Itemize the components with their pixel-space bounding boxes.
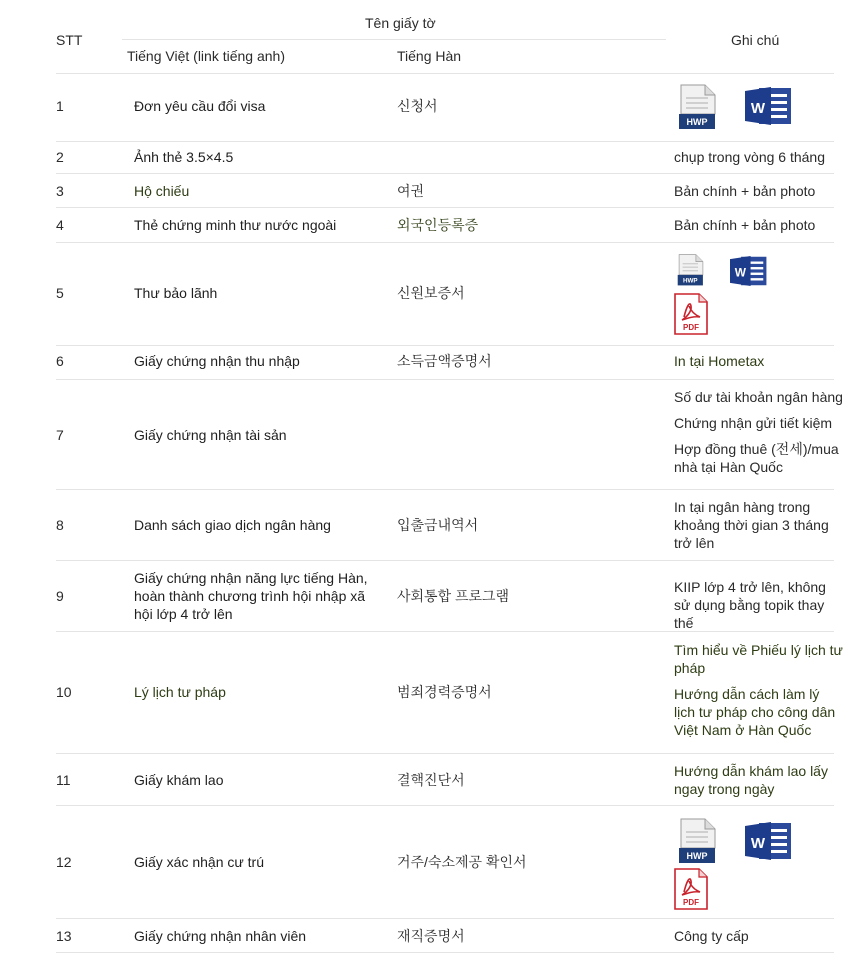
header-ko: Tiếng Hàn (397, 48, 462, 64)
doc-name-vi: Thư bảo lãnh (134, 285, 218, 301)
row-divider (56, 345, 834, 346)
doc-name-ko: 신원보증서 (397, 285, 465, 301)
doc-link-vi[interactable]: Lý lịch tư pháp (134, 684, 226, 700)
row-divider (56, 918, 834, 919)
svg-text:W: W (734, 265, 746, 280)
svg-text:HWP: HWP (682, 277, 698, 285)
row-stt: 12 (56, 854, 72, 870)
doc-name-vi: Giấy khám lao (134, 772, 224, 788)
doc-link-vi[interactable]: Hộ chiếu (134, 183, 190, 199)
doc-name-ko: 사회통합 프로그램 (397, 588, 510, 604)
row-divider (56, 207, 834, 208)
doc-name-vi: Giấy chứng nhận thu nhập (134, 353, 300, 369)
row-stt: 7 (56, 427, 64, 443)
note-text: Hợp đồng thuê (전세)/mua nhà tại Hàn Quốc (674, 441, 839, 475)
hwp-file-icon[interactable] (677, 253, 705, 287)
row-divider (56, 379, 834, 380)
note-text: KIIP lớp 4 trở lên, không sử dụng bằng topik thay thế (674, 579, 826, 631)
doc-name-ko: 신청서 (397, 98, 438, 114)
doc-name-ko: 여권 (397, 183, 425, 199)
row-stt: 3 (56, 183, 64, 199)
row-divider (56, 141, 834, 142)
row-stt: 10 (56, 684, 72, 700)
note-text: chụp trong vòng 6 tháng (674, 149, 826, 165)
row-stt: 13 (56, 928, 72, 944)
row-divider (56, 242, 834, 243)
note-text: Chứng nhận gửi tiết kiệm (674, 415, 833, 431)
doc-name-vi: Thẻ chứng minh thư nước ngoài (134, 217, 337, 233)
word-file-icon[interactable] (730, 255, 768, 287)
doc-name-ko: 거주/숙소제공 확인서 (397, 854, 527, 870)
note-link[interactable]: Hướng dẫn cách làm lý lịch tư pháp cho công dân Việt Nam ở Hàn Quốc (674, 686, 836, 738)
word-file-icon[interactable] (745, 86, 793, 126)
header-vi: Tiếng Việt (link tiếng anh) (127, 48, 285, 64)
note-text: Bản chính + bản photo (674, 183, 816, 199)
row-stt: 1 (56, 98, 64, 114)
pdf-file-icon[interactable] (673, 868, 709, 910)
row-stt: 8 (56, 517, 64, 533)
note-block (674, 641, 844, 739)
note-block (674, 388, 844, 476)
doc-name-vi: Đơn yêu cầu đổi visa (134, 98, 266, 114)
header-stt: STT (56, 32, 83, 48)
row-divider (56, 73, 834, 74)
doc-name-ko: 소득금액증명서 (397, 353, 492, 369)
row-divider (56, 805, 834, 806)
word-file-icon[interactable] (745, 821, 793, 861)
row-divider (56, 631, 834, 632)
header-divider (122, 39, 666, 40)
doc-name-vi: Giấy chứng nhận năng lực tiếng Hàn, hoàn thành chương trình hội nhập xã hội lớp 4 trở lên (134, 570, 368, 622)
doc-name-vi: Giấy chứng nhận nhân viên (134, 928, 307, 944)
note-link[interactable]: Hướng dẫn khám lao lấy ngay trong ngày (674, 763, 828, 797)
row-divider (56, 560, 834, 561)
row-stt: 5 (56, 285, 64, 301)
note-link[interactable]: Tìm hiểu về Phiếu lý lịch tư pháp (674, 642, 843, 676)
row-stt: 11 (56, 772, 71, 788)
doc-name-vi: Giấy xác nhận cư trú (134, 854, 264, 870)
note-text: Công ty cấp (674, 928, 749, 944)
note-text: Số dư tài khoản ngân hàng (674, 389, 843, 405)
svg-text:W: W (750, 100, 766, 117)
note-text: In tại ngân hàng trong khoảng thời gian 3 tháng trở lên (674, 499, 829, 551)
row-stt: 9 (56, 588, 64, 604)
row-stt: 4 (56, 217, 64, 233)
row-divider (56, 489, 834, 490)
doc-name-ko: 결핵진단서 (397, 772, 465, 788)
note-link[interactable]: In tại Hometax (674, 353, 765, 369)
hwp-file-icon[interactable] (678, 84, 718, 130)
doc-name-ko: 입출금내역서 (397, 517, 479, 533)
pdf-file-icon[interactable] (673, 293, 709, 335)
svg-text:PDF: PDF (683, 898, 699, 907)
doc-name-vi: Giấy chứng nhận tài sản (134, 427, 287, 443)
row-stt: 6 (56, 353, 64, 369)
row-divider (56, 173, 834, 174)
doc-link-ko[interactable]: 외국인등록증 (397, 217, 479, 233)
svg-text:HWP: HWP (686, 117, 708, 127)
row-divider (56, 952, 834, 953)
header-note: Ghi chú (731, 32, 780, 48)
doc-name-vi: Ảnh thẻ 3.5×4.5 (134, 149, 234, 165)
header-group: Tên giấy tờ (365, 15, 436, 31)
row-divider (56, 753, 834, 754)
hwp-file-icon[interactable] (678, 818, 718, 864)
svg-text:HWP: HWP (686, 851, 708, 861)
row-stt: 2 (56, 149, 64, 165)
doc-name-ko: 재직증명서 (397, 928, 465, 944)
svg-text:W: W (750, 835, 766, 852)
doc-name-ko: 범죄경력증명서 (397, 684, 492, 700)
svg-text:PDF: PDF (683, 323, 699, 332)
doc-name-vi: Danh sách giao dịch ngân hàng (134, 517, 331, 533)
note-text: Bản chính + bản photo (674, 217, 816, 233)
